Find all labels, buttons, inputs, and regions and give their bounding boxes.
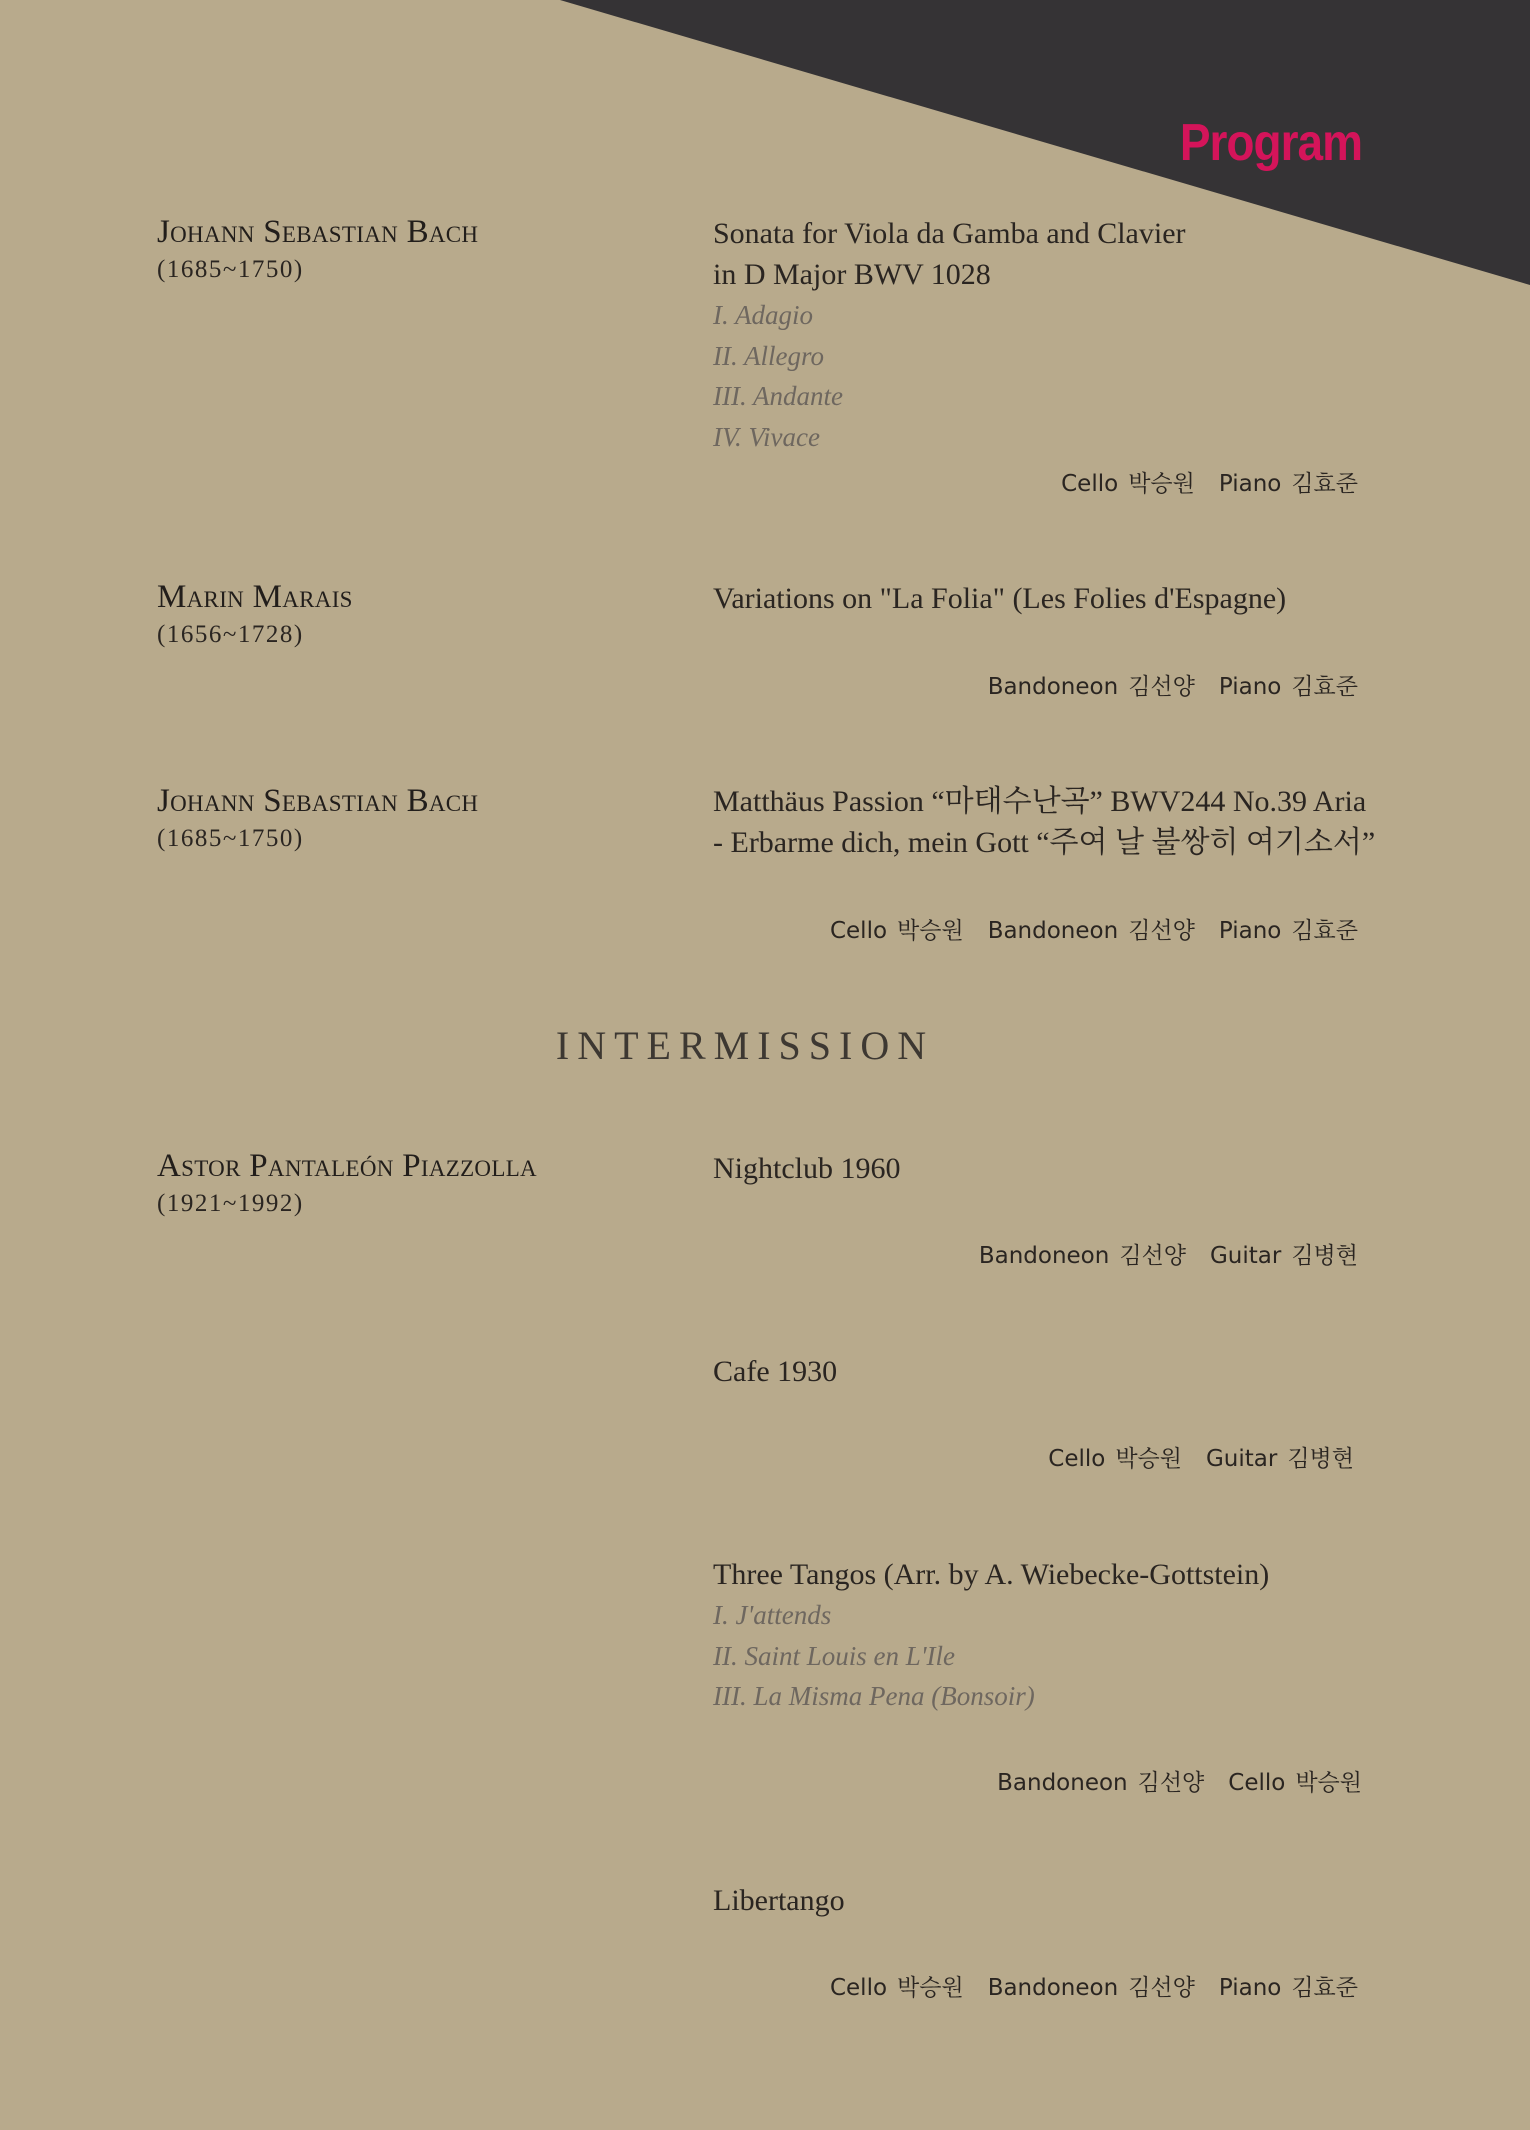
work-title-line: in D Major BWV 1028 bbox=[713, 258, 991, 291]
performer-instrument: Bandoneon bbox=[987, 918, 1119, 944]
performer-instrument: Cello bbox=[1048, 1446, 1106, 1472]
work-title-line: Libertango bbox=[713, 1884, 845, 1917]
performer bbox=[1219, 1969, 1358, 2002]
composer-years: (1921~1992) bbox=[157, 1190, 304, 1217]
work-title-line: Nightclub 1960 bbox=[713, 1152, 901, 1185]
performer-name: 김효준 bbox=[1291, 674, 1358, 700]
performer bbox=[1206, 1440, 1354, 1473]
performer-name: 김병현 bbox=[1291, 1243, 1358, 1269]
performer bbox=[1219, 912, 1358, 945]
performer-name: 김선양 bbox=[1128, 674, 1195, 700]
composer-years: (1685~1750) bbox=[157, 825, 304, 852]
performer-instrument: Cello bbox=[829, 918, 888, 944]
movement: II. Saint Louis en L'Ile bbox=[713, 1640, 956, 1671]
performer-name: 박승원 bbox=[897, 918, 964, 944]
performer-instrument: Bandoneon bbox=[978, 1243, 1110, 1269]
performer bbox=[1210, 1237, 1358, 1270]
performer-instrument: Guitar bbox=[1205, 1446, 1278, 1472]
performer bbox=[997, 1764, 1204, 1797]
performer-name: 박승원 bbox=[1115, 1446, 1182, 1472]
performer bbox=[830, 1969, 964, 2002]
movement: I. J'attends bbox=[713, 1600, 832, 1630]
page-title: Program bbox=[1179, 113, 1362, 172]
performer bbox=[1219, 465, 1358, 498]
composer-block bbox=[157, 577, 677, 653]
work-block bbox=[713, 1351, 1363, 1392]
movement: III. Andante bbox=[713, 381, 843, 411]
work-title-line: Three Tangos (Arr. by A. Wiebecke-Gottstein) bbox=[713, 1558, 1270, 1591]
performer bbox=[988, 668, 1195, 701]
performer-name: 김효준 bbox=[1291, 918, 1358, 944]
performer-name: 박승원 bbox=[1128, 471, 1195, 497]
performer-name: 김선양 bbox=[1119, 1243, 1186, 1269]
work-title-line: Variations on "La Folia" (Les Folies d'Espagne) bbox=[713, 582, 1287, 615]
performer-instrument: Cello bbox=[829, 1975, 888, 2001]
composer-block bbox=[157, 1146, 677, 1222]
composer-name: Johann Sebastian Bach bbox=[157, 783, 479, 819]
work-block bbox=[713, 1148, 1363, 1189]
performer bbox=[1228, 1764, 1362, 1797]
performer-instrument: Bandoneon bbox=[987, 1975, 1119, 2001]
composer-years: (1656~1728) bbox=[157, 621, 304, 648]
performer-instrument: Piano bbox=[1218, 471, 1282, 497]
performer bbox=[988, 1969, 1195, 2002]
performers-line bbox=[806, 912, 1358, 945]
performers-line bbox=[806, 1969, 1358, 2002]
performers-line bbox=[1037, 465, 1358, 498]
composer-block bbox=[157, 212, 677, 288]
movement: I. Adagio bbox=[713, 300, 813, 330]
performer-name: 박승원 bbox=[1295, 1770, 1362, 1796]
performer-instrument: Guitar bbox=[1209, 1243, 1282, 1269]
performer bbox=[1048, 1440, 1182, 1473]
work-title-line: - Erbarme dich, mein Gott “주여 날 불쌍히 여기소서” bbox=[713, 826, 1376, 859]
composer-name: Johann Sebastian Bach bbox=[157, 214, 479, 250]
work-title-line: Sonata for Viola da Gamba and Clavier bbox=[713, 217, 1186, 250]
work-block bbox=[713, 781, 1376, 863]
performers-line bbox=[955, 1237, 1358, 1270]
work-title-line: Cafe 1930 bbox=[713, 1355, 838, 1388]
performer-name: 김선양 bbox=[1137, 1770, 1205, 1796]
performer-instrument: Cello bbox=[1061, 471, 1119, 497]
performer-instrument: Piano bbox=[1218, 918, 1282, 944]
performer-instrument: Bandoneon bbox=[987, 674, 1119, 700]
composer-name: Marin Marais bbox=[157, 579, 353, 615]
performers-line bbox=[973, 1764, 1362, 1797]
performer bbox=[1061, 465, 1195, 498]
performers-line bbox=[1024, 1440, 1354, 1473]
intermission-heading: INTERMISSION bbox=[555, 1023, 935, 1068]
movement: II. Allegro bbox=[713, 340, 824, 371]
movement: III. La Misma Pena (Bonsoir) bbox=[713, 1681, 1035, 1711]
work-block bbox=[713, 213, 1363, 457]
composer-name: Astor Pantaleón Piazzolla bbox=[157, 1148, 537, 1184]
performers-line bbox=[964, 668, 1358, 701]
performer-name: 김효준 bbox=[1291, 1975, 1358, 2001]
performer bbox=[830, 912, 964, 945]
composer-years: (1685~1750) bbox=[157, 256, 304, 283]
performer-instrument: Piano bbox=[1218, 1975, 1282, 2001]
performer-name: 김병현 bbox=[1287, 1446, 1354, 1472]
performer-instrument: Bandoneon bbox=[997, 1770, 1128, 1796]
performer bbox=[988, 912, 1195, 945]
composer-block bbox=[157, 781, 677, 857]
performer-name: 김선양 bbox=[1128, 1975, 1195, 2001]
work-block bbox=[713, 578, 1363, 619]
performer bbox=[979, 1237, 1186, 1270]
work-block bbox=[713, 1880, 1363, 1921]
performer-name: 김선양 bbox=[1128, 918, 1195, 944]
movement: IV. Vivace bbox=[713, 421, 820, 452]
performer bbox=[1219, 668, 1358, 701]
work-block bbox=[713, 1554, 1363, 1717]
work-title-line: Matthäus Passion “마태수난곡” BWV244 No.39 Aria bbox=[713, 785, 1367, 818]
performer-instrument: Cello bbox=[1228, 1770, 1286, 1796]
performer-instrument: Piano bbox=[1218, 674, 1282, 700]
performer-name: 김효준 bbox=[1291, 471, 1358, 497]
performer-name: 박승원 bbox=[897, 1975, 964, 2001]
